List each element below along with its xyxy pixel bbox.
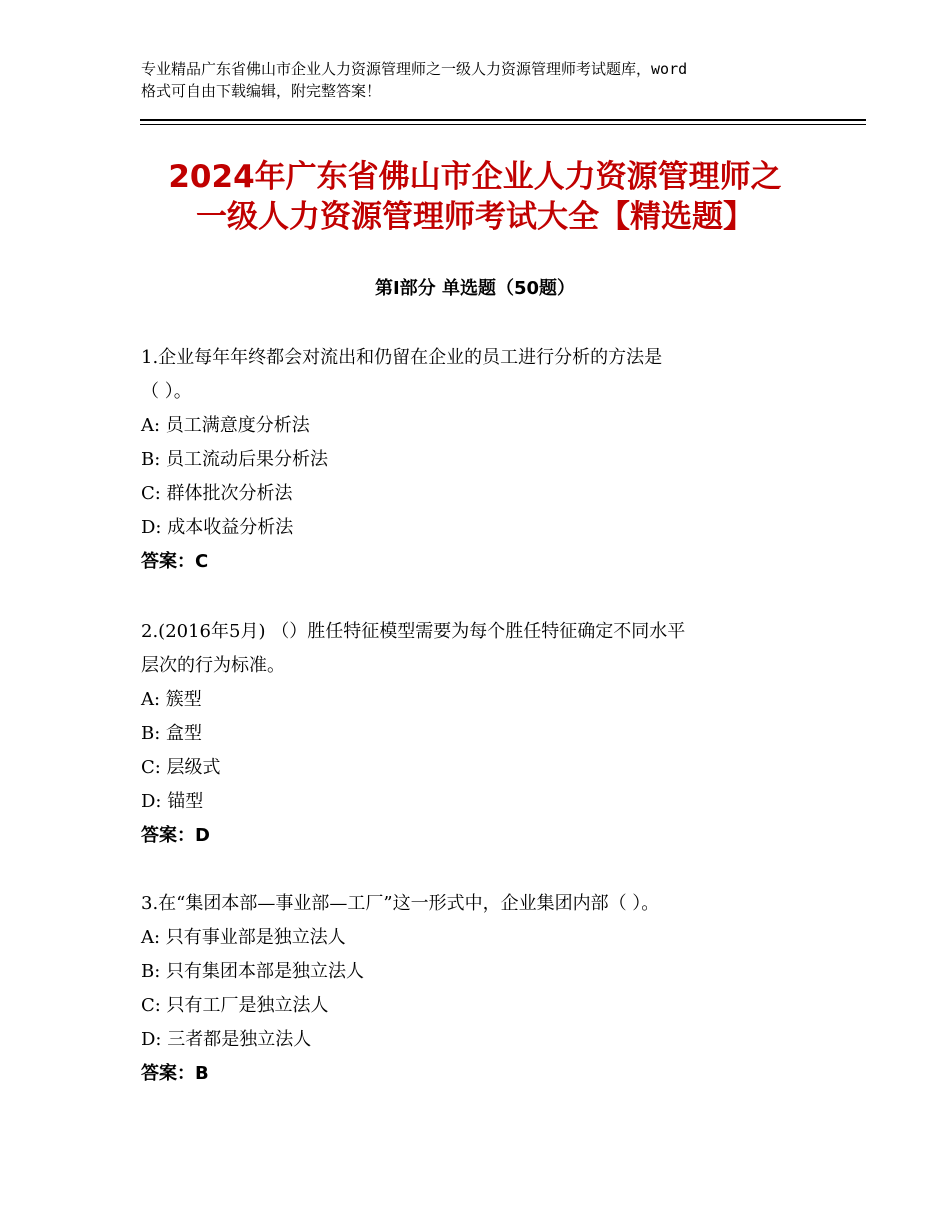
option-c: C: 群体批次分析法 (141, 483, 293, 504)
option-d: D: 锚型 (141, 791, 204, 812)
option-b: B: 盒型 (141, 723, 203, 744)
option-a: A: 员工满意度分析法 (141, 415, 310, 436)
header-note (141, 58, 831, 102)
option-c: C: 只有工厂是独立法人 (141, 995, 329, 1016)
header-note-line: 格式可自由下载编辑，附完整答案！ (141, 82, 382, 100)
question-3 (141, 887, 841, 1091)
header-note-line: 专业精品广东省佛山市企业人力资源管理师之一级人力资源管理师考试题库，word (141, 60, 688, 78)
question-stem: 3.在“集团本部—事业部—工厂”这一形式中，企业集团内部（ ）。 (141, 893, 660, 914)
header-divider-thin (140, 124, 866, 125)
question-stem: （ ）。 (141, 381, 192, 402)
answer-label: 答案：C (141, 551, 209, 572)
document-title-line: 一级人力资源管理师考试大全【精选题】 (196, 199, 754, 235)
option-b: B: 只有集团本部是独立法人 (141, 961, 365, 982)
option-c: C: 层级式 (141, 757, 221, 778)
question-stem: 2.(2016年5月) （）胜任特征模型需要为每个胜任特征确定不同水平 (141, 621, 686, 642)
answer-label: 答案：D (141, 825, 210, 846)
answer-label: 答案：B (141, 1063, 209, 1084)
question-stem: 层次的行为标准。 (141, 655, 285, 676)
header-divider-thick (140, 119, 866, 121)
question-2 (141, 615, 841, 853)
document-title-line: 2024年广东省佛山市企业人力资源管理师之 (168, 159, 782, 195)
option-b: B: 员工流动后果分析法 (141, 449, 329, 470)
document-title (120, 157, 830, 237)
question-stem: 1.企业每年年终都会对流出和仍留在企业的员工进行分析的方法是 (141, 347, 663, 368)
option-a: A: 簇型 (141, 689, 202, 710)
option-a: A: 只有事业部是独立法人 (141, 927, 346, 948)
section-heading: 第Ⅰ部分 单选题（50题） (374, 278, 575, 299)
option-d: D: 三者都是独立法人 (141, 1029, 312, 1050)
question-1 (141, 341, 841, 579)
option-d: D: 成本收益分析法 (141, 517, 294, 538)
